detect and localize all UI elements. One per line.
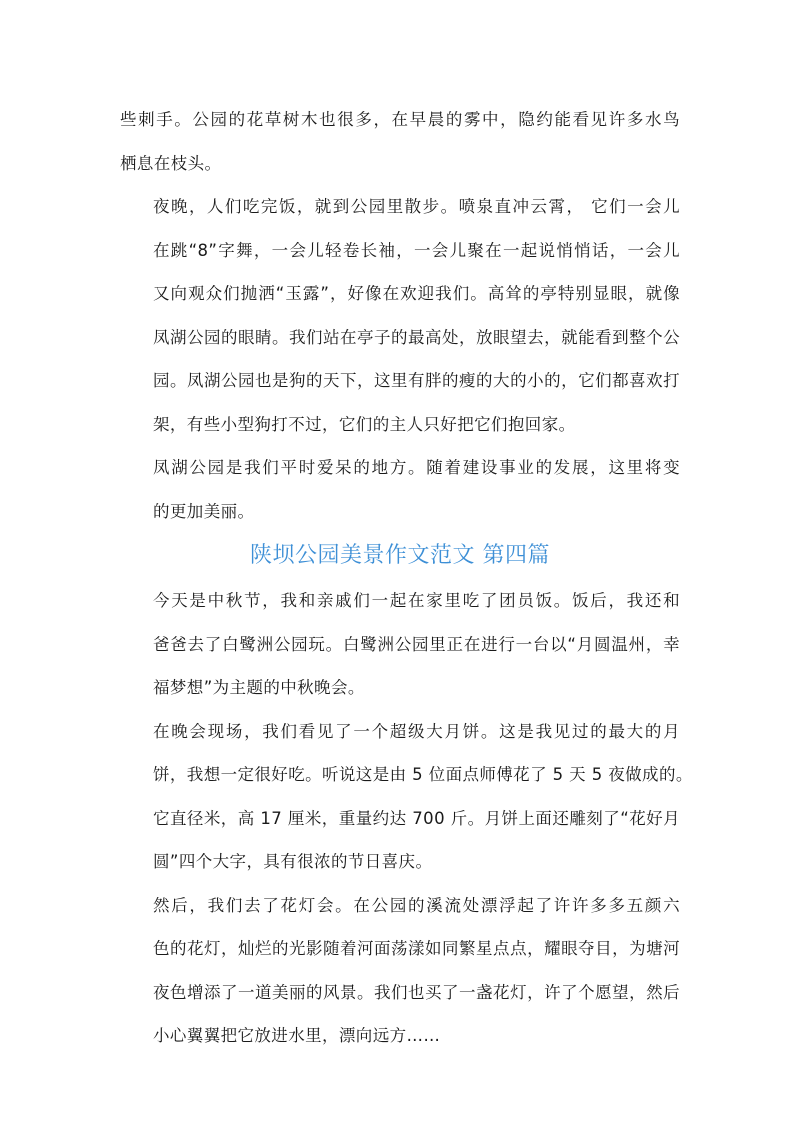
text-line: 在晚会现场，我们看见了一个超级大月饼。这是我见过的最大的月 [153,721,680,741]
text-line: 栖息在枝头。 [120,153,222,173]
text-line: 在跳“8”字舞，一会儿轻卷长袖，一会儿聚在一起说悄悄话，一会儿 [153,240,680,260]
paragraph-3 [120,446,680,533]
paragraph-1 [120,98,680,185]
text-line: 小心翼翼把它放进水里，漂向远方…… [153,1026,441,1045]
text-line: 然后，我们去了花灯会。在公园的溪流处漂浮起了许许多多五颜六 [153,895,680,915]
paragraph-4 [120,579,680,710]
text-line: 凤湖公园的眼睛。我们站在亭子的最高处，放眼望去，就能看到整个公 [153,327,680,347]
text-line: 凤湖公园是我们平时爱呆的地方。随着建设事业的发展，这里将变 [153,458,680,477]
section-heading: 陕坝公园美景作文范文 第四篇 [250,543,550,568]
text-line: 架，有些小型狗打不过，它们的主人只好把它们抱回家。 [153,414,576,434]
text-line: 爸爸去了白鹭洲公园玩。白鹭洲公园里正在进行一台以“月圆温州，幸 [153,634,680,654]
text-line: 福梦想”为主题的中秋晚会。 [153,678,365,697]
document-page [120,98,693,1058]
text-line: 今天是中秋节，我和亲戚们一起在家里吃了团员饭。饭后，我还和 [153,591,680,610]
text-line: 的更加美丽。 [153,501,255,521]
paragraph-6 [120,884,680,1058]
text-line: 夜色增添了一道美丽的风景。我们也买了一盏花灯，许了个愿望，然后 [153,982,680,1002]
text-line: 园。凤湖公园也是狗的天下，这里有胖的瘦的大的小的，它们都喜欢打 [153,371,680,390]
text-line: 夜晚，人们吃完饭，就到公园里散步。喷泉直冲云霄， 它们一会儿 [153,197,680,216]
text-line: 色的花灯，灿烂的光影随着河面荡漾如同繁星点点，耀眼夺目，为塘河 [153,939,680,958]
text-line: 饼，我想一定很好吃。听说这是由 5 位面点师傅花了 5 天 5 夜做成的。 [153,765,693,784]
paragraph-5 [120,710,693,884]
text-line: 它直径米，高 17 厘米，重量约达 700 斤。月饼上面还雕刻了“花好月 [153,808,680,828]
text-line: 圆”四个大字，具有很浓的节日喜庆。 [153,852,433,871]
paragraph-2 [120,185,680,446]
text-line: 又向观众们抛洒“玉露”，好像在欢迎我们。高耸的亭特别显眼，就像 [153,284,680,303]
text-line: 些刺手。公园的花草树木也很多，在早晨的雾中，隐约能看见许多水鸟 [120,110,680,129]
